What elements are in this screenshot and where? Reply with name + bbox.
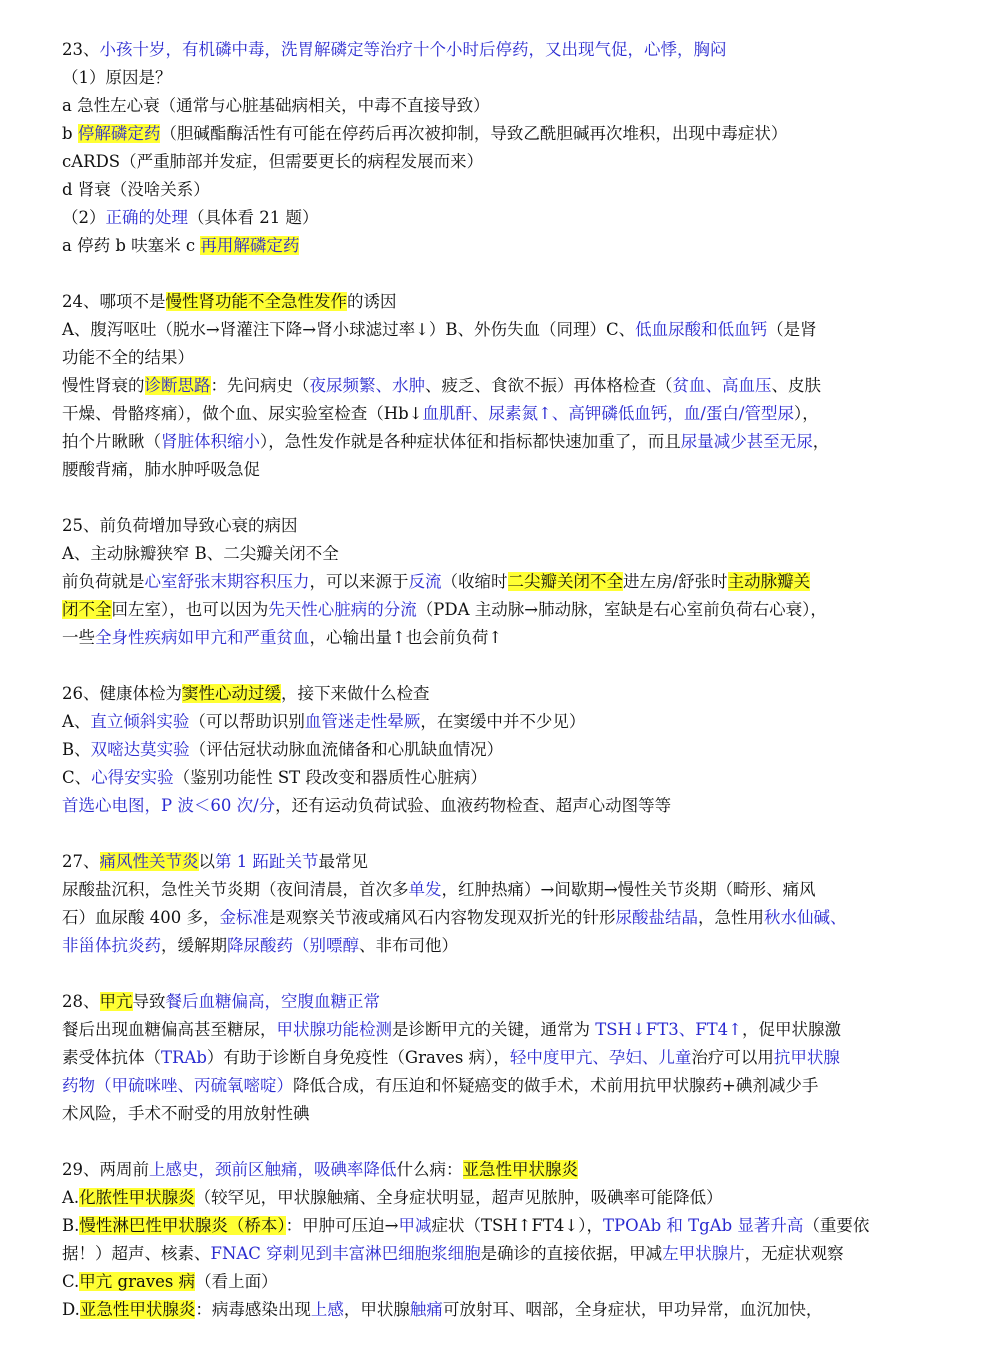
- q28-line: 药物（甲硫咪唑、丙硫氧嘧啶）降低合成，有压迫和怀疑癌变的做手术，术前用抗甲状腺药+碘剂减少手: [62, 1076, 819, 1095]
- q29-title: 29、两周前上感史，颈前区触痛，吸碘率降低什么病：亚急性甲状腺炎: [62, 1160, 578, 1179]
- q28-line: 餐后出现血糖偏高甚至糖尿，甲状腺功能检测是诊断甲亢的关键，通常为 TSH↓FT3、FT4↑，促甲状腺激: [62, 1020, 842, 1039]
- q23-line: a 停药 b 呋塞米 c 再用解磷定药: [62, 236, 300, 255]
- q24-line: 功能不全的结果）: [62, 348, 194, 367]
- question-27: [62, 848, 945, 960]
- q23-line: cARDS（严重肺部并发症，但需要更长的病程发展而来）: [62, 152, 484, 171]
- question-23: [62, 36, 945, 260]
- q23-title: 23、小孩十岁，有机磷中毒，洗胃解磷定等治疗十个小时后停药，又出现气促，心悸，胸闷: [62, 40, 727, 59]
- q27-line: 非甾体抗炎药，缓解期降尿酸药（别嘌醇、非布司他）: [62, 936, 458, 955]
- q23-line: d 肾衰（没啥关系）: [62, 180, 210, 199]
- q26-line: A、直立倾斜实验（可以帮助识别血管迷走性晕厥，在窦缓中并不少见）: [62, 712, 586, 731]
- question-29: [62, 1156, 945, 1324]
- q28-line: 素受体抗体（TRAb）有助于诊断自身免疫性（Graves 病），轻中度甲亢、孕妇、儿童治疗可以用抗甲状腺: [62, 1048, 840, 1067]
- q26-line: C、心得安实验（鉴别功能性 ST 段改变和器质性心脏病）: [62, 768, 487, 787]
- spacer: [62, 652, 945, 680]
- q29-line: B.慢性淋巴性甲状腺炎（桥本）：甲肿可压迫→甲减症状（TSH↑FT4↓），TPOAb 和 TgAb 显著升高（重要依: [62, 1216, 870, 1235]
- question-26: [62, 680, 945, 820]
- question-24: [62, 288, 945, 484]
- spacer: [62, 960, 945, 988]
- q24-line: 拍个片瞅瞅（肾脏体积缩小），急性发作就是各种症状体征和指标都快速加重了，而且尿量减少甚至无尿，: [62, 432, 830, 451]
- q29-line: D.亚急性甲状腺炎：病毒感染出现上感，甲状腺触痛可放射耳、咽部，全身症状，甲功异常，血沉加快，: [62, 1300, 823, 1319]
- spacer: [62, 1128, 945, 1156]
- q24-line: 腰酸背痛，肺水肿呼吸急促: [62, 460, 260, 479]
- q23-line: b 停解磷定药（胆碱酯酶活性有可能在停药后再次被抑制，导致乙酰胆碱再次堆积，出现中毒症状）: [62, 124, 788, 143]
- question-28: [62, 988, 945, 1128]
- q29-line: C.甲亢 graves 病（看上面）: [62, 1272, 278, 1291]
- q24-line: 慢性肾衰的诊断思路：先问病史（夜尿频繁、水肿、疲乏、食欲不振）再体格检查（贫血、高血压、皮肤: [62, 376, 821, 395]
- q25-line: A、主动脉瓣狭窄 B、二尖瓣关闭不全: [62, 544, 339, 563]
- q27-line: 石）血尿酸 400 多，金标准是观察关节液或痛风石内容物发现双折光的针形尿酸盐结晶，急性用秋水仙碱、: [62, 908, 847, 927]
- q27-line: 尿酸盐沉积，急性关节炎期（夜间清晨，首次多单发，红肿热痛）→间歇期→慢性关节炎期（畸形、痛风: [62, 880, 816, 899]
- q26-line: B、双嘧达莫实验（评估冠状动脉血流储备和心肌缺血情况）: [62, 740, 504, 759]
- q24-title: 24、哪项不是慢性肾功能不全急性发作的诱因: [62, 292, 397, 311]
- q23-line: a 急性左心衰（通常与心脏基础病相关，中毒不直接导致）: [62, 96, 490, 115]
- question-25: [62, 512, 945, 652]
- q29-line: A.化脓性甲状腺炎（较罕见，甲状腺触痛、全身症状明显，超声见脓肿，吸碘率可能降低）: [62, 1188, 723, 1207]
- q25-line: 前负荷就是心室舒张末期容积压力，可以来源于反流（收缩时二尖瓣关闭不全进左房/舒张时主动脉瓣关: [62, 572, 811, 591]
- q26-title: 26、健康体检为窦性心动过缓，接下来做什么检查: [62, 684, 430, 703]
- q28-line: 术风险，手术不耐受的用放射性碘: [62, 1104, 310, 1123]
- q27-title: 27、痛风性关节炎以第 1 跖趾关节最常见: [62, 852, 368, 871]
- spacer: [62, 820, 945, 848]
- q29-line: 据！）超声、核素、FNAC 穿刺见到丰富淋巴细胞浆细胞是确诊的直接依据，甲减左甲状腺片，无症状观察: [62, 1244, 844, 1263]
- q24-line: 干燥、骨骼疼痛），做个血、尿实验室检查（Hb↓血肌酐、尿素氮↑、高钾磷低血钙，血/蛋白/管型尿），: [62, 404, 819, 423]
- q25-line: 一些全身性疾病如甲亢和严重贫血，心输出量↑也会前负荷↑: [62, 628, 503, 647]
- spacer: [62, 484, 945, 512]
- q25-title: 25、前负荷增加导致心衰的病因: [62, 516, 298, 535]
- q26-line: 首选心电图，P 波＜60 次/分，还有运动负荷试验、血液药物检查、超声心动图等等: [62, 796, 672, 815]
- q23-line: （1）原因是？: [62, 68, 172, 87]
- spacer: [62, 260, 945, 288]
- q24-line: A、腹泻呕吐（脱水→肾灌注下降→肾小球滤过率↓）B、外伤失血（同理）C、低血尿酸和低血钙（是肾: [62, 320, 817, 339]
- q25-line: 闭不全回左室），也可以因为先天性心脏病的分流（PDA 主动脉→肺动脉，室缺是右心室前负荷右心衰），: [62, 600, 827, 619]
- q28-title: 28、甲亢导致餐后血糖偏高，空腹血糖正常: [62, 992, 380, 1011]
- q23-line: （2）正确的处理（具体看 21 题）: [62, 208, 319, 227]
